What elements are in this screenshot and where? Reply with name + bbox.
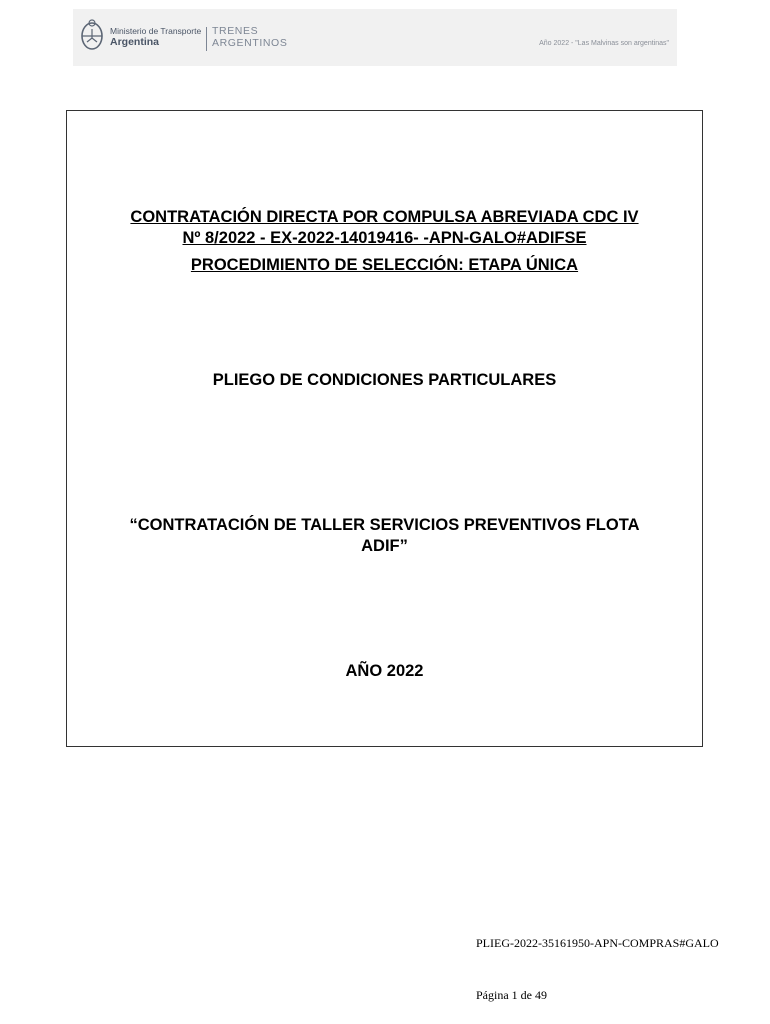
pliego-title: PLIEGO DE CONDICIONES PARTICULARES xyxy=(212,371,557,389)
country-name: Argentina xyxy=(110,36,160,48)
cover-year: AÑO 2022 xyxy=(345,662,424,680)
cover-frame xyxy=(66,110,703,747)
heading-line-1: CONTRATACIÓN DIRECTA POR COMPULSA ABREVIADA CDC IV xyxy=(130,208,639,226)
contract-object xyxy=(67,515,702,557)
procedure-heading xyxy=(67,207,702,276)
page-number: Página 1 de 49 xyxy=(476,988,547,1002)
trenes-argentinos-logo xyxy=(212,25,287,49)
trenes-logo-line1: TRENES xyxy=(212,25,259,37)
trenes-logo-line2: ARGENTINOS xyxy=(212,37,288,49)
year-motto: Año 2022 - "Las Malvinas son argentinas" xyxy=(539,40,669,47)
letterhead-banner xyxy=(73,9,677,66)
object-line-2: ADIF” xyxy=(361,537,408,555)
document-reference: PLIEG-2022-35161950-APN-COMPRAS#GALO xyxy=(476,936,719,950)
logo-divider xyxy=(206,27,207,51)
ministry-logo-text xyxy=(110,26,201,48)
object-line-1: “CONTRATACIÓN DE TALLER SERVICIOS PREVENTIVOS FLOTA xyxy=(129,516,640,534)
heading-line-2: Nº 8/2022 - EX-2022-14019416- -APN-GALO#ADIFSE xyxy=(182,229,587,247)
heading-line-3: PROCEDIMIENTO DE SELECCIÓN: ETAPA ÚNICA xyxy=(190,256,579,274)
ministry-name: Ministerio de Transporte xyxy=(110,26,202,36)
argentina-coat-of-arms-icon xyxy=(79,18,105,52)
